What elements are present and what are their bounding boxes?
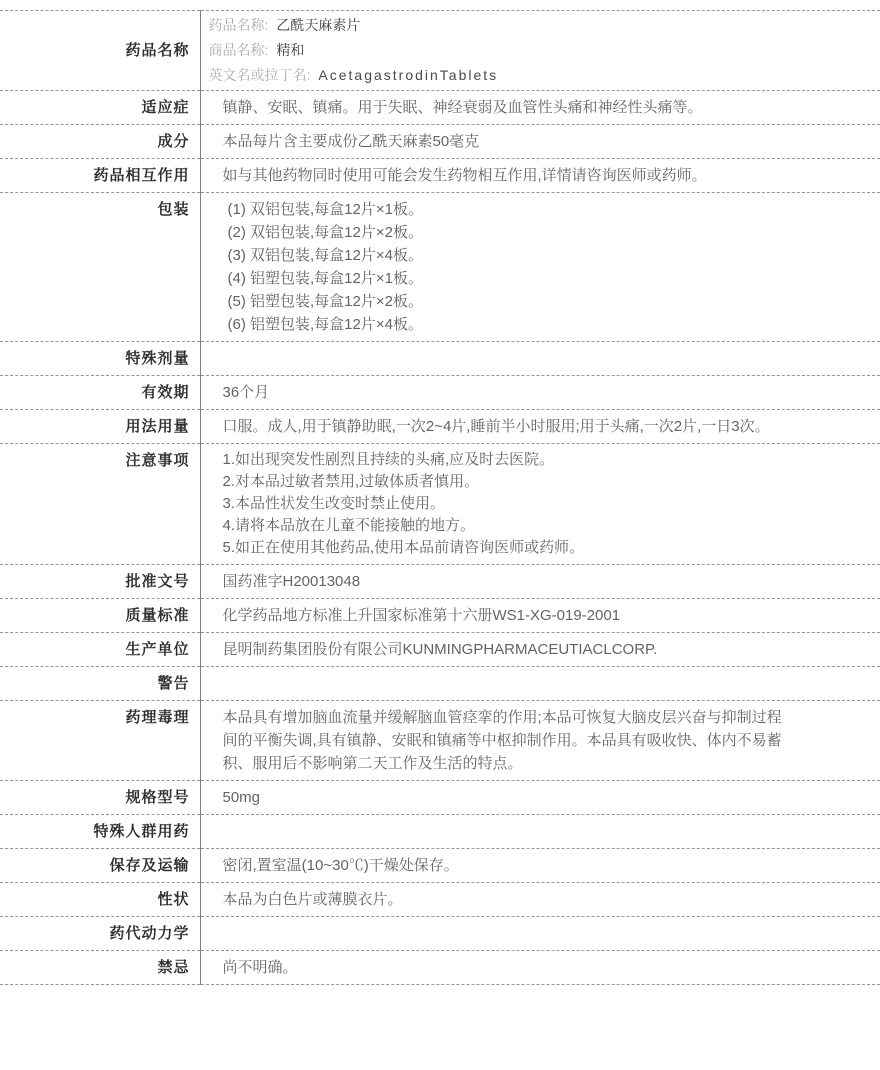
table-row bbox=[0, 410, 880, 444]
row-content: 尚不明确。 bbox=[222, 959, 298, 976]
field-label: 药品名称: bbox=[208, 17, 269, 33]
field-value: AcetagastrodinTablets bbox=[318, 67, 499, 83]
precaution-line: 2.对本品过敏者禁用,过敏体质者慎用。 bbox=[222, 473, 480, 490]
package-line: (3) 双铝包装,每盒12片×4板。 bbox=[227, 247, 423, 264]
package-line: (6) 铝塑包装,每盒12片×4板。 bbox=[227, 316, 423, 333]
table-row bbox=[0, 951, 880, 985]
row-label: 有效期 bbox=[0, 376, 200, 410]
row-content: 36个月 bbox=[222, 384, 270, 401]
precaution-line: 4.请将本品放在儿童不能接触的地方。 bbox=[222, 517, 476, 534]
row-label: 药理毒理 bbox=[0, 701, 200, 781]
field-label: 英文名或拉丁名: bbox=[208, 67, 311, 83]
row-label: 规格型号 bbox=[0, 781, 200, 815]
field-value: 精和 bbox=[276, 42, 305, 58]
row-label: 警告 bbox=[0, 667, 200, 701]
table-row bbox=[0, 444, 880, 565]
table-row bbox=[0, 849, 880, 883]
row-content: 国药准字H20013048 bbox=[222, 573, 361, 590]
row-content: 本品为白色片或薄膜衣片。 bbox=[222, 891, 403, 908]
name-field-line bbox=[209, 38, 791, 63]
row-content bbox=[200, 342, 880, 376]
package-line: (1) 双铝包装,每盒12片×1板。 bbox=[227, 201, 423, 218]
table-row bbox=[0, 565, 880, 599]
row-content: 口服。成人,用于镇静助眠,一次2~4片,睡前半小时服用;用于头痛,一次2片,一日3次。 bbox=[222, 418, 770, 435]
row-label: 保存及运输 bbox=[0, 849, 200, 883]
row-label: 批准文号 bbox=[0, 565, 200, 599]
row-content: 化学药品地方标准上升国家标准第十六册WS1-XG-019-2001 bbox=[222, 607, 621, 624]
row-content bbox=[200, 193, 880, 342]
package-line: (2) 双铝包装,每盒12片×2板。 bbox=[227, 224, 423, 241]
row-label: 特殊人群用药 bbox=[0, 815, 200, 849]
row-content bbox=[200, 11, 880, 91]
row-label: 生产单位 bbox=[0, 633, 200, 667]
row-label: 药代动力学 bbox=[0, 917, 200, 951]
row-content bbox=[200, 917, 880, 951]
row-content: 50mg bbox=[222, 789, 261, 806]
row-label: 特殊剂量 bbox=[0, 342, 200, 376]
field-label: 商品名称: bbox=[208, 42, 269, 58]
row-content: 本品每片含主要成份乙酰天麻素50毫克 bbox=[222, 133, 480, 150]
table-row bbox=[0, 883, 880, 917]
table-row bbox=[0, 159, 880, 193]
row-content: 镇静、安眠、镇痛。用于失眠、神经衰弱及血管性头痛和神经性头痛等。 bbox=[222, 99, 703, 116]
table-row bbox=[0, 781, 880, 815]
table-row bbox=[0, 667, 880, 701]
table-row bbox=[0, 701, 880, 781]
drug-info-table-body bbox=[0, 11, 880, 985]
row-label: 注意事项 bbox=[0, 444, 200, 565]
name-field-line bbox=[209, 13, 791, 38]
precaution-line: 1.如出现突发性剧烈且持续的头痛,应及时去医院。 bbox=[222, 451, 555, 468]
table-row bbox=[0, 11, 880, 91]
row-content bbox=[200, 667, 880, 701]
precaution-line: 5.如正在使用其他药品,使用本品前请咨询医师或药师。 bbox=[222, 539, 585, 556]
package-line: (4) 铝塑包装,每盒12片×1板。 bbox=[227, 270, 423, 287]
row-label: 用法用量 bbox=[0, 410, 200, 444]
table-row bbox=[0, 599, 880, 633]
name-field-line bbox=[209, 63, 791, 88]
table-row bbox=[0, 917, 880, 951]
precaution-line: 3.本品性状发生改变时禁止使用。 bbox=[222, 495, 446, 512]
table-row bbox=[0, 815, 880, 849]
row-label: 包装 bbox=[0, 193, 200, 342]
package-line: (5) 铝塑包装,每盒12片×2板。 bbox=[227, 293, 423, 310]
row-label: 性状 bbox=[0, 883, 200, 917]
row-label: 药品名称 bbox=[0, 11, 200, 91]
row-content bbox=[200, 815, 880, 849]
row-label: 禁忌 bbox=[0, 951, 200, 985]
drug-info-table bbox=[0, 10, 880, 985]
row-label: 成分 bbox=[0, 125, 200, 159]
row-content: 如与其他药物同时使用可能会发生药物相互作用,详情请咨询医师或药师。 bbox=[222, 167, 707, 184]
table-row bbox=[0, 376, 880, 410]
row-label: 质量标准 bbox=[0, 599, 200, 633]
table-row bbox=[0, 91, 880, 125]
table-row bbox=[0, 193, 880, 342]
table-row bbox=[0, 633, 880, 667]
row-content: 密闭,置室温(10~30℃)干燥处保存。 bbox=[222, 857, 459, 874]
row-label: 适应症 bbox=[0, 91, 200, 125]
row-content bbox=[200, 444, 880, 565]
row-content: 本品具有增加脑血流量并缓解脑血管痉挛的作用;本品可恢复大脑皮层兴奋与抑制过程间的平衡失调,具有镇静、安眠和镇痛等中枢抑制作用。本品具有吸收快、体内不易蓄积、服用后不影响第二天工作及生活的特点。 bbox=[222, 709, 782, 772]
field-value: 乙酰天麻素片 bbox=[276, 17, 361, 33]
table-row bbox=[0, 342, 880, 376]
table-row bbox=[0, 125, 880, 159]
row-content: 昆明制药集团股份有限公司KUNMINGPHARMACEUTIACLCORP. bbox=[222, 641, 658, 658]
row-label: 药品相互作用 bbox=[0, 159, 200, 193]
